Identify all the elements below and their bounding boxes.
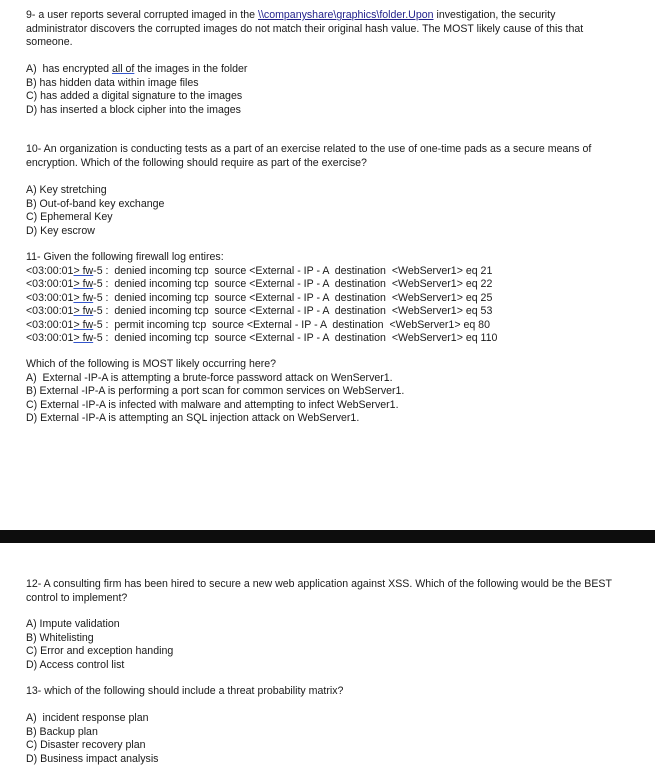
question-9-options: [26, 63, 616, 117]
question-13-option-a: A) incident response plan: [26, 712, 149, 724]
question-13-option-b: B) Backup plan: [26, 725, 98, 738]
option-a-text-start: A) has encrypted: [26, 63, 112, 75]
question-13-option-c: C) Disaster recovery plan: [26, 739, 146, 751]
question-12-stem: 12- A consulting firm has been hired to secure a new web application against XSS. Which of the following would be the BEST control to implement?: [26, 578, 612, 604]
firewall-log-entry: <03:00:01> fw-5 : denied incoming tcp source <External - IP - A destination <WebServer1> eq 110: [26, 332, 498, 344]
question-12: [26, 578, 616, 605]
question-9: [26, 9, 616, 50]
question-11-option-b: B) External -IP-A is performing a port scan for common services on WebServer1.: [26, 385, 405, 397]
page-bottom: [0, 543, 655, 772]
option-a-underlined-text: all of: [111, 63, 135, 75]
firewall-log-entry: <03:00:01> fw-5 : denied incoming tcp source <External - IP - A destination <WebServer1> eq 53: [26, 305, 493, 317]
question-10-option-b: B) Out-of-band key exchange: [26, 197, 165, 210]
question-11-options: [26, 358, 616, 426]
firewall-log-entry: <03:00:01> fw-5 : denied incoming tcp source <External - IP - A destination <WebServer1> eq 25: [26, 291, 493, 304]
question-10-option-d: D) Key escrow: [26, 224, 95, 237]
question-13-stem: 13- which of the following should include a threat probability matrix?: [26, 685, 344, 697]
question-11-option-d: D) External -IP-A is attempting an SQL injection attack on WebServer1.: [26, 412, 360, 424]
page-divider: [0, 530, 655, 543]
firewall-log-entry: <03:00:01> fw-5 : permit incoming tcp source <External - IP - A destination <WebServer1> eq 80: [26, 318, 490, 331]
question-9-stem-end: investigation, the security administrator discovers the corrupted images do not match their original hash value. The MOST likely cause of this that someone.: [26, 9, 584, 48]
question-11-option-c: C) External -IP-A is infected with malware and attempting to infect WebServer1.: [26, 398, 399, 411]
question-11-question: Which of the following is MOST likely occurring here?: [26, 358, 277, 370]
question-10-option-c: C) Ephemeral Key: [26, 211, 113, 223]
question-9-option-c: C) has added a digital signature to the images: [26, 90, 243, 102]
question-12-option-d: D) Access control list: [26, 658, 125, 671]
firewall-log-entry: <03:00:01> fw-5 : denied incoming tcp source <External - IP - A destination <WebServer1> eq 22: [26, 278, 493, 290]
question-10: [26, 143, 616, 170]
question-10-options: [26, 184, 616, 238]
question-12-options: [26, 618, 616, 672]
question-10-option-a: A) Key stretching: [26, 184, 107, 196]
option-a-text-end: the images in the folder: [134, 63, 248, 75]
question-9-option-b: B) has hidden data within image files: [26, 76, 199, 89]
question-11: [26, 251, 616, 346]
question-9-stem: [26, 9, 616, 50]
question-11-stem: 11- Given the following firewall log entires:: [26, 251, 224, 263]
question-12-option-b: B) Whitelisting: [26, 631, 94, 644]
share-path-link[interactable]: \\companyshare\graphics\folder.Upon: [258, 9, 434, 21]
question-9-option-a: [26, 63, 616, 77]
question-13-option-d: D) Business impact analysis: [26, 752, 159, 765]
question-10-stem: 10- An organization is conducting tests as a part of an exercise related to the use of one-time pads as a secure means of encryption. Which of the following should require as part of the exercise?: [26, 143, 592, 169]
question-12-option-a: A) Impute validation: [26, 618, 120, 630]
question-11-option-a: A) External -IP-A is attempting a brute-force password attack on WenServer1.: [26, 371, 393, 384]
firewall-log-entry: <03:00:01> fw-5 : denied incoming tcp source <External - IP - A destination <WebServer1> eq 21: [26, 264, 493, 277]
question-9-stem-start: 9- a user reports several corrupted imaged in the: [26, 9, 259, 21]
question-12-option-c: C) Error and exception handing: [26, 645, 174, 657]
question-13: [26, 685, 616, 699]
question-9-option-d: D) has inserted a block cipher into the images: [26, 103, 241, 116]
question-13-options: [26, 712, 616, 766]
